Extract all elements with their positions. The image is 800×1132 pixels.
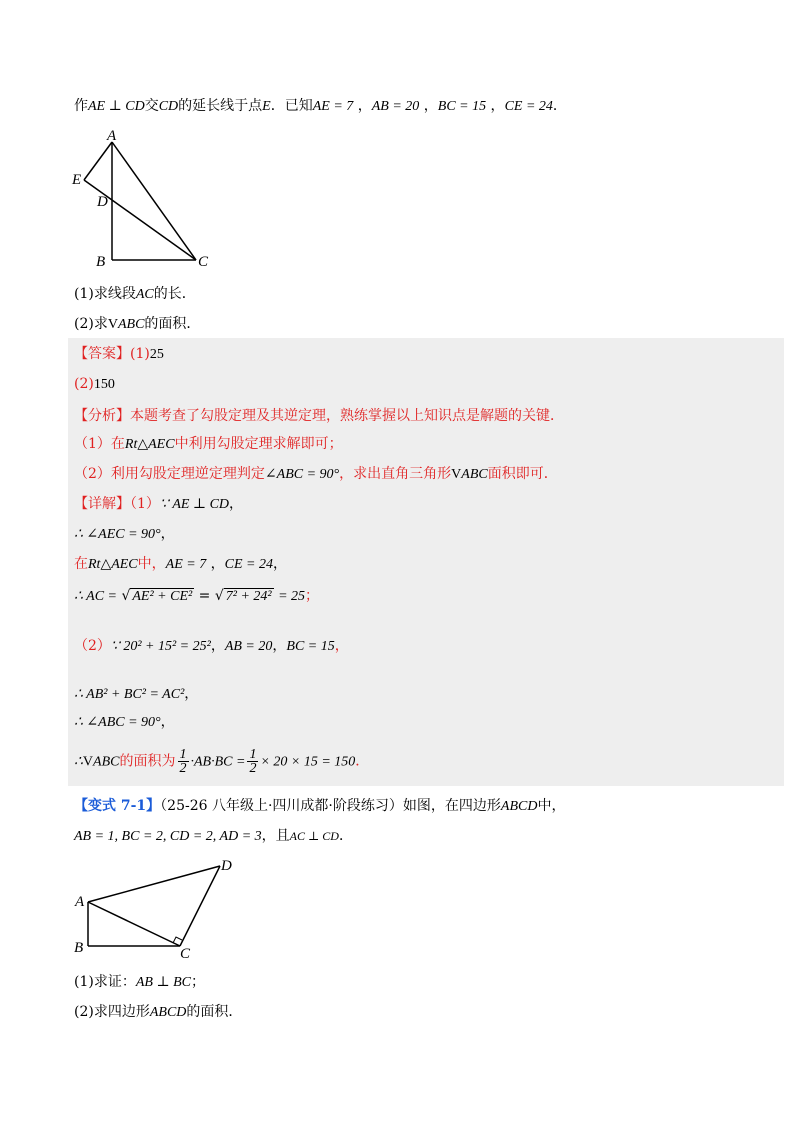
- denominator: 2: [249, 761, 257, 776]
- text: 中利用勾股定理求解即可；: [174, 436, 343, 452]
- detail-line-7: [74, 712, 175, 733]
- text: ．: [338, 828, 353, 844]
- math: ∵ AE ⊥ CD: [159, 497, 230, 512]
- math: ABCD: [500, 799, 538, 814]
- label-a: A: [75, 894, 85, 910]
- math: ∴ AC =: [74, 589, 117, 604]
- text: 的面积．: [144, 316, 201, 332]
- math: ∴ ∠AEC = 90°: [74, 527, 161, 542]
- label-b: B: [96, 254, 106, 270]
- answer-value-2: 150: [93, 377, 115, 392]
- text: 的延长线于点: [178, 98, 263, 114]
- numerator: 1: [179, 747, 187, 762]
- sqrt-expression: AE² + CE²: [132, 589, 193, 604]
- label-e: E: [72, 172, 82, 188]
- math: AB ⊥ BC: [135, 975, 192, 990]
- analysis-line: [74, 406, 564, 426]
- label-d: D: [221, 858, 232, 874]
- text: ，: [273, 556, 288, 572]
- variant-question-1: [74, 972, 205, 993]
- detail-line-1: [74, 494, 243, 515]
- math: = 25: [278, 589, 306, 604]
- text: 的长．: [153, 286, 196, 302]
- text: ．: [355, 753, 370, 770]
- math: ABCD: [149, 1005, 187, 1020]
- text: (2)求: [74, 316, 108, 332]
- text: 的面积为: [119, 753, 176, 770]
- problem-statement: 作AE ⊥ CD交CD的延长线于点E．已知AE = 7 ，AB = 20 ，BC = 15 ，CE = 24．: [74, 98, 567, 114]
- label-c: C: [198, 254, 209, 270]
- text: 作: [74, 98, 88, 114]
- label-b: B: [74, 940, 84, 956]
- math: ABC: [117, 317, 145, 332]
- math: BC = 15: [286, 639, 335, 654]
- detail-label: 【详解】: [74, 496, 130, 512]
- label-a: A: [107, 128, 117, 144]
- text: 面积即可．: [487, 466, 558, 482]
- variant-line-1: [74, 796, 565, 817]
- answer-label: 【答案】: [74, 346, 130, 362]
- text: ；: [191, 974, 206, 990]
- math: ∴: [74, 754, 83, 770]
- math: AC ⊥ CD: [289, 829, 339, 843]
- detail-line-3: 在Rt△AEC中，AE = 7 ，CE = 24，: [74, 556, 288, 572]
- triangle-symbol: V: [82, 754, 94, 770]
- text: （2）: [74, 638, 111, 654]
- answer-line-1: [74, 344, 164, 365]
- text: (1)求证：: [74, 974, 136, 990]
- math: AC: [135, 287, 154, 302]
- math: CE = 24: [504, 99, 553, 114]
- math: × 20 × 15 = 150: [260, 754, 356, 770]
- text: ．: [552, 98, 567, 114]
- text: ，: [184, 686, 199, 702]
- text: ，且: [261, 828, 290, 844]
- math: ABC: [461, 467, 488, 482]
- detail-line-6: [74, 684, 198, 705]
- label-c: C: [180, 946, 191, 962]
- answer-line-2: [74, 374, 115, 395]
- detail-line-8: [74, 748, 369, 775]
- text: ，: [229, 496, 244, 512]
- text: （1）: [130, 496, 160, 512]
- math: AB = 20: [371, 99, 420, 114]
- math: ∴ AB² + BC² = AC²: [74, 687, 185, 702]
- text: ，求出直角三角形: [339, 466, 452, 482]
- text: 在: [74, 556, 88, 572]
- question-2: [74, 314, 200, 335]
- math: ∵ 20² + 15² = 25²: [110, 639, 211, 654]
- math: AE = 7: [165, 557, 207, 572]
- math: CE = 24: [224, 557, 274, 572]
- math: ∠ABC = 90°: [264, 467, 340, 482]
- text: （25-26 八年级上·四川成都·阶段练习）如图，在四边形: [160, 798, 501, 814]
- question-1: [74, 284, 196, 305]
- text: ．已知: [270, 98, 313, 114]
- math: ·AB·BC =: [190, 754, 246, 770]
- math: ∴ ∠ABC = 90°: [74, 715, 161, 730]
- variant-question-2: [74, 1002, 242, 1023]
- analysis-label: 【分析】: [74, 408, 130, 424]
- variant-line-2: [74, 826, 353, 847]
- detail-line-2: [74, 524, 175, 545]
- math: AE = 7: [312, 99, 354, 114]
- label-d: D: [97, 194, 108, 210]
- math: Rt△AEC: [88, 557, 138, 572]
- text: (2): [74, 376, 94, 392]
- math: CD: [158, 99, 179, 114]
- text: （2）利用勾股定理逆定理判定: [74, 466, 265, 482]
- text: ，: [160, 526, 175, 542]
- text: (2)求四边形: [74, 1004, 150, 1020]
- text: 中，: [537, 798, 566, 814]
- triangle-symbol: V: [451, 467, 462, 482]
- math: AB = 20: [224, 639, 273, 654]
- text: 中，: [137, 556, 166, 572]
- text: 交: [144, 98, 159, 114]
- denominator: 2: [179, 761, 187, 776]
- analysis-line-1: [74, 434, 343, 455]
- math: Rt△AEC: [124, 437, 175, 452]
- numerator: 1: [249, 747, 257, 762]
- answer-value-1: 25: [149, 347, 164, 362]
- fraction: [247, 748, 258, 775]
- math: AE ⊥ CD: [88, 99, 145, 114]
- text: (1)求线段: [74, 286, 136, 302]
- math: BC = 15: [437, 99, 487, 114]
- text: （1）在: [74, 436, 125, 452]
- math: ABC: [93, 754, 120, 770]
- math: AB = 1, BC = 2, CD = 2, AD = 3: [74, 829, 262, 844]
- text: (1): [130, 346, 150, 362]
- text: ，: [160, 714, 175, 730]
- triangle-figure-1: [70, 128, 230, 272]
- fraction: [178, 748, 189, 775]
- sqrt-expression: 7² + 24²: [225, 589, 272, 604]
- text: 的面积．: [186, 1004, 243, 1020]
- detail-line-4: ∴ AC = √ AE² + CE² = √ 7² + 24² = 25；: [74, 588, 320, 604]
- analysis-line-2: [74, 464, 558, 485]
- text: ，: [334, 638, 349, 654]
- math: E: [262, 99, 271, 114]
- text: 本题考查了勾股定理及其逆定理，熟练掌握以上知识点是解题的关键．: [130, 408, 564, 424]
- quadrilateral-figure-2: [70, 854, 250, 964]
- detail-line-5: （2）∵ 20² + 15² = 25²，AB = 20，BC = 15，: [74, 638, 349, 654]
- text: ；: [305, 588, 320, 604]
- variant-label: 【变式 7-1】: [74, 798, 161, 814]
- triangle-symbol: V: [107, 317, 118, 332]
